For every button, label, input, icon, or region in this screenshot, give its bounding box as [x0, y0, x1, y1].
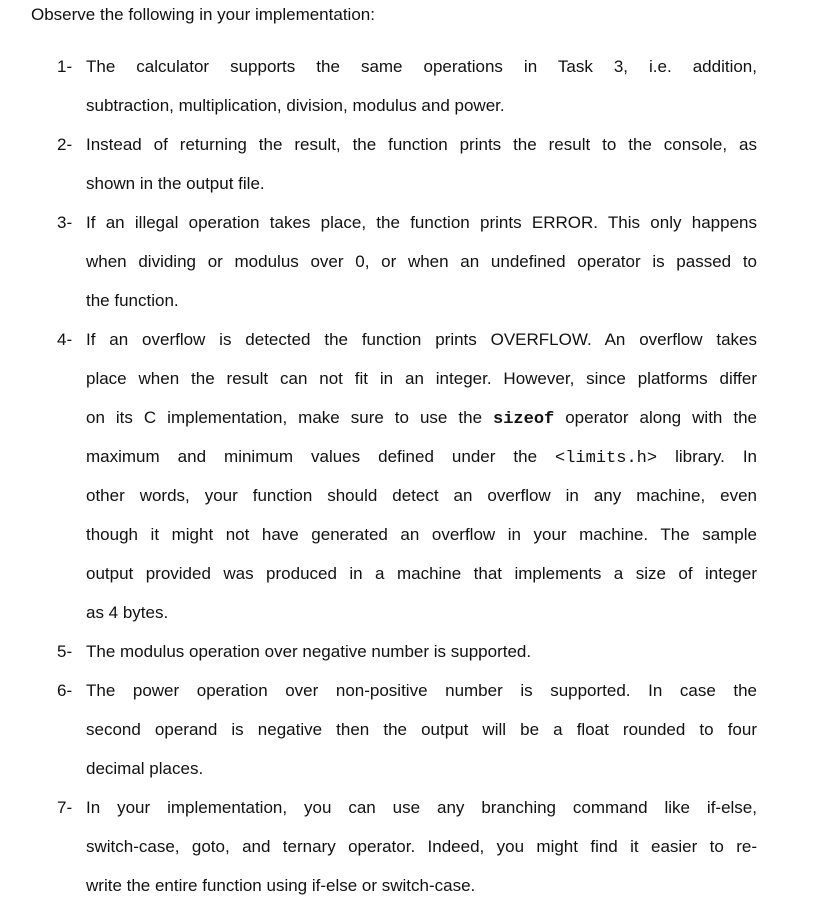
item-text — [86, 320, 757, 632]
item-line: write the entire function using if-else or switch-case. — [86, 876, 476, 895]
list-item — [57, 47, 757, 125]
item-text — [86, 788, 757, 905]
list-item — [57, 671, 757, 788]
limits-header-code: <limits.h> — [555, 449, 658, 468]
item-text — [86, 203, 757, 320]
line-text: library. In — [657, 447, 757, 466]
item-line: subtraction, multiplication, division, modulus and power. — [86, 96, 505, 115]
item-line: switch-case, goto, and ternary operator. Indeed, you might find it easier to re- — [86, 837, 757, 856]
requirements-list — [57, 47, 757, 905]
item-line: In your implementation, you can use any branching command like if-else, — [86, 798, 757, 817]
item-number: 1- — [57, 57, 73, 76]
item-line — [86, 398, 757, 437]
item-line: If an illegal operation takes place, the function prints ERROR. This only happens — [86, 213, 757, 232]
item-line: shown in the output file. — [86, 174, 265, 193]
item-line: place when the result can not fit in an integer. However, since platforms differ — [86, 369, 757, 388]
item-line: The calculator supports the same operations in Task 3, i.e. addition, — [86, 57, 757, 76]
sizeof-code: sizeof — [493, 410, 555, 429]
item-number: 4- — [57, 330, 73, 349]
item-line: The power operation over non-positive number is supported. In case the — [86, 681, 757, 700]
list-item — [57, 203, 757, 320]
item-line — [86, 437, 757, 476]
list-item — [57, 632, 757, 671]
item-line: when dividing or modulus over 0, or when an undefined operator is passed to — [86, 252, 757, 271]
item-line: If an overflow is detected the function prints OVERFLOW. An overflow takes — [86, 330, 757, 349]
intro-text: Observe the following in your implementation: — [31, 5, 375, 24]
line-text: maximum and minimum values defined under the — [86, 447, 556, 466]
item-number: 6- — [57, 681, 73, 700]
item-line: though it might not have generated an overflow in your machine. The sample — [86, 525, 757, 544]
item-line: the function. — [86, 291, 179, 310]
item-line: decimal places. — [86, 759, 204, 778]
item-line: The modulus operation over negative number is supported. — [86, 642, 532, 661]
item-line: as 4 bytes. — [86, 603, 169, 622]
list-item — [57, 125, 757, 203]
item-line: output provided was produced in a machine that implements a size of integer — [86, 564, 757, 583]
item-number: 7- — [57, 798, 73, 817]
line-text: operator along with the — [554, 408, 757, 427]
item-text — [86, 125, 757, 203]
item-text — [86, 47, 757, 125]
item-line: second operand is negative then the output will be a float rounded to four — [86, 720, 757, 739]
item-number: 3- — [57, 213, 73, 232]
item-text — [86, 632, 757, 671]
item-line: Instead of returning the result, the function prints the result to the console, as — [86, 135, 757, 154]
list-item — [57, 320, 757, 632]
list-item — [57, 788, 757, 905]
item-line: other words, your function should detect an overflow in any machine, even — [86, 486, 757, 505]
item-number: 2- — [57, 135, 73, 154]
line-text: on its C implementation, make sure to use the — [86, 408, 494, 427]
item-text — [86, 671, 757, 788]
item-number: 5- — [57, 642, 73, 661]
